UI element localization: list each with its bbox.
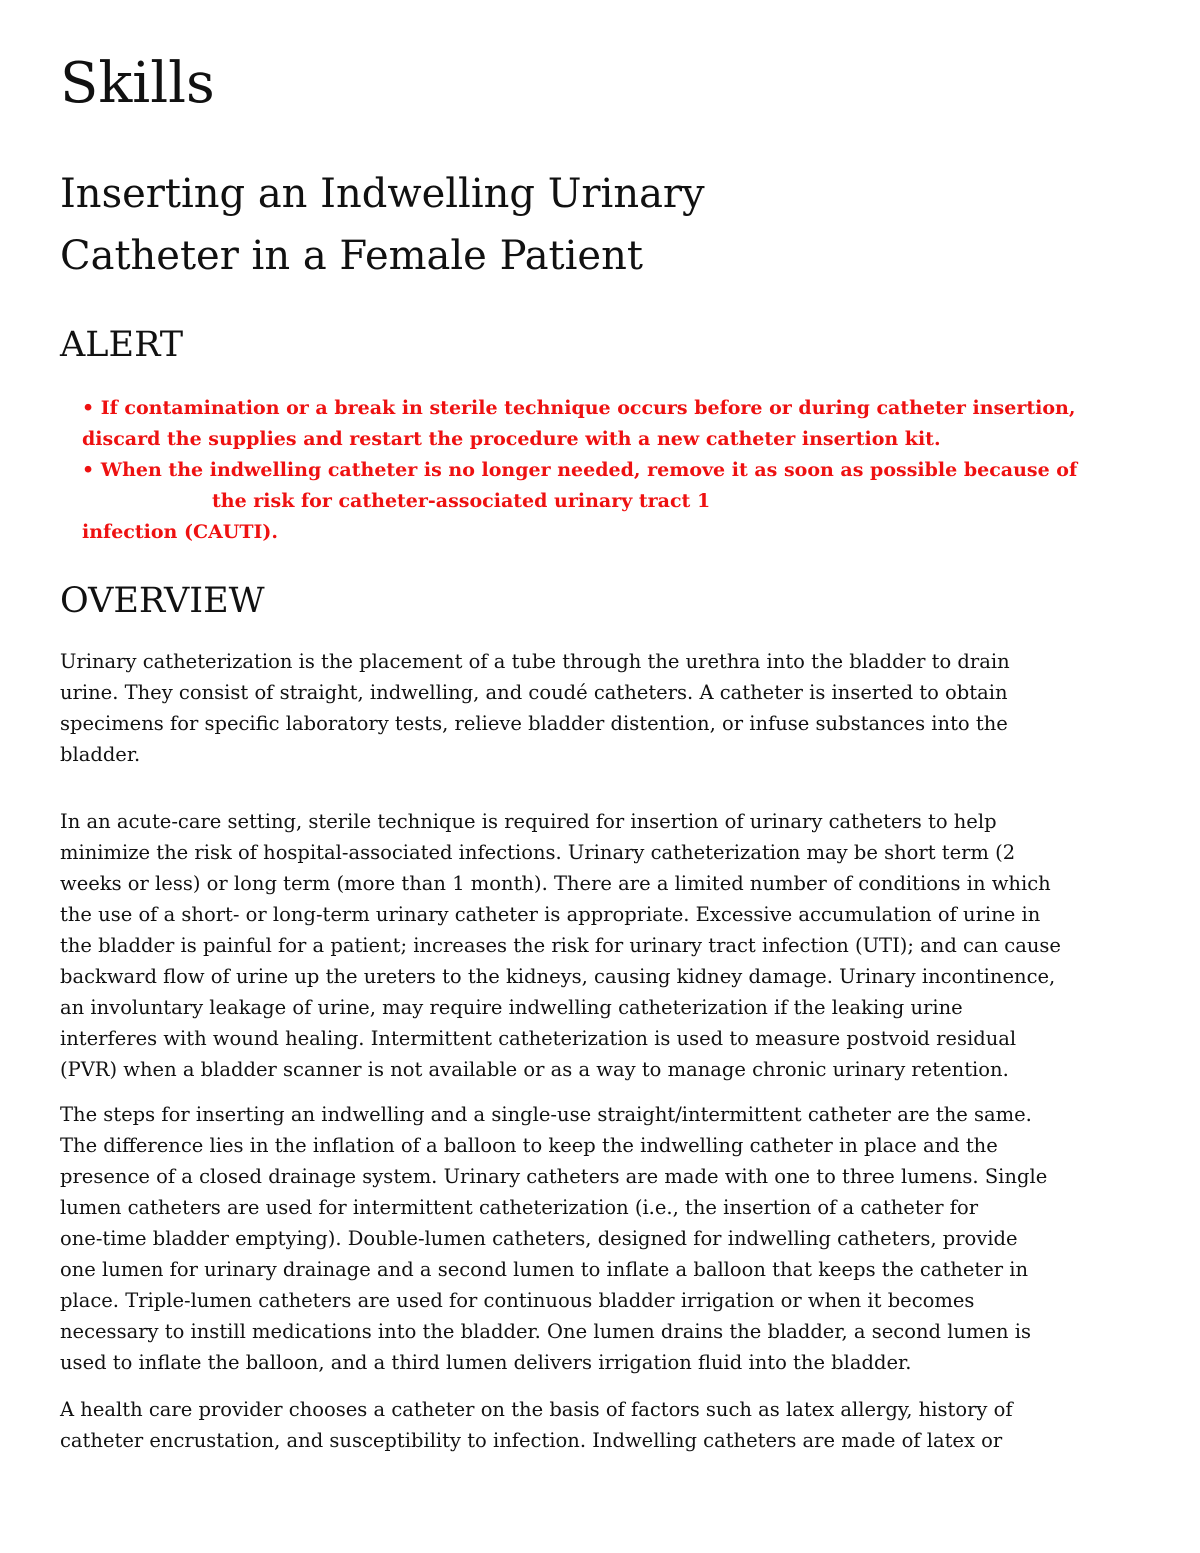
text-line: Urinary catheterization is the placement of a tube through the urethra into the bladder to drain bbox=[60, 650, 1010, 673]
text-line: minimize the risk of hospital-associated infections. Urinary catheterization may be short term (2 bbox=[60, 841, 1016, 864]
text-line: (PVR) when a bladder scanner is not available or as a way to manage chronic urinary retention. bbox=[60, 1058, 1009, 1081]
text-line: A health care provider chooses a catheter on the basis of factors such as latex allergy, history of bbox=[60, 1398, 1013, 1421]
text-line: bladder. bbox=[60, 743, 141, 766]
page-title bbox=[60, 163, 960, 287]
text-line: presence of a closed drainage system. Urinary catheters are made with one to three lumens. Single bbox=[60, 1165, 1048, 1188]
alert-heading: ALERT bbox=[60, 325, 184, 365]
text-line: The steps for inserting an indwelling and a single-use straight/intermittent catheter are the same. bbox=[60, 1103, 1032, 1126]
text-line: place. Triple-lumen catheters are used for continuous bladder irrigation or when it becomes bbox=[60, 1289, 975, 1312]
text-line: The difference lies in the inflation of a balloon to keep the indwelling catheter in place and the bbox=[60, 1134, 998, 1157]
text-line: interferes with wound healing. Intermittent catheterization is used to measure postvoid residual bbox=[60, 1027, 1017, 1050]
text-line: backward flow of urine up the ureters to the kidneys, causing kidney damage. Urinary incontinence, bbox=[60, 965, 1056, 988]
text-line: the use of a short- or long-term urinary catheter is appropriate. Excessive accumulation of urine in bbox=[60, 903, 1041, 926]
overview-paragraph bbox=[60, 1099, 1140, 1378]
alert-line bbox=[82, 486, 1142, 517]
text-line: In an acute-care setting, sterile technique is required for insertion of urinary catheters to help bbox=[60, 810, 997, 833]
page-number: 1 bbox=[696, 490, 711, 512]
alert-list bbox=[82, 393, 1142, 548]
text-line: weeks or less) or long term (more than 1 month). There are a limited number of conditions in which bbox=[60, 872, 1051, 895]
overview-heading: OVERVIEW bbox=[60, 581, 265, 621]
text-line: urine. They consist of straight, indwelling, and coudé catheters. A catheter is inserted to obtain bbox=[60, 681, 1008, 704]
page-title-line: Catheter in a Female Patient bbox=[60, 233, 643, 279]
overview-paragraph bbox=[60, 646, 1140, 770]
text-line: catheter encrustation, and susceptibility to infection. Indwelling catheters are made of latex or bbox=[60, 1429, 1003, 1452]
alert-line: • If contamination or a break in sterile technique occurs before or during catheter insertion, bbox=[82, 397, 1076, 419]
alert-line: discard the supplies and restart the procedure with a new catheter insertion kit. bbox=[82, 428, 941, 450]
text-line: one lumen for urinary drainage and a second lumen to inflate a balloon that keeps the catheter in bbox=[60, 1258, 1029, 1281]
text-line: an involuntary leakage of urine, may require indwelling catheterization if the leaking urine bbox=[60, 996, 963, 1019]
alert-line: • When the indwelling catheter is no longer needed, remove it as soon as possible because of bbox=[82, 459, 1078, 481]
overview-paragraph bbox=[60, 1394, 1140, 1456]
section-label: Skills bbox=[60, 51, 215, 116]
text-line: one-time bladder emptying). Double-lumen catheters, designed for indwelling catheters, provide bbox=[60, 1227, 1018, 1250]
page-title-line: Inserting an Indwelling Urinary bbox=[60, 171, 705, 217]
text-line: used to inflate the balloon, and a third lumen delivers irrigation fluid into the bladder. bbox=[60, 1351, 912, 1374]
alert-line-text: the risk for catheter-associated urinary tract bbox=[212, 490, 691, 512]
text-line: specimens for specific laboratory tests, relieve bladder distention, or infuse substances into the bbox=[60, 712, 1008, 735]
text-line: necessary to instill medications into the bladder. One lumen drains the bladder, a second lumen is bbox=[60, 1320, 1032, 1343]
overview-paragraph bbox=[60, 806, 1140, 1085]
text-line: the bladder is painful for a patient; increases the risk for urinary tract infection (UTI); and can cause bbox=[60, 934, 1061, 957]
text-line: lumen catheters are used for intermittent catheterization (i.e., the insertion of a catheter for bbox=[60, 1196, 979, 1219]
alert-line: infection (CAUTI). bbox=[82, 521, 279, 543]
